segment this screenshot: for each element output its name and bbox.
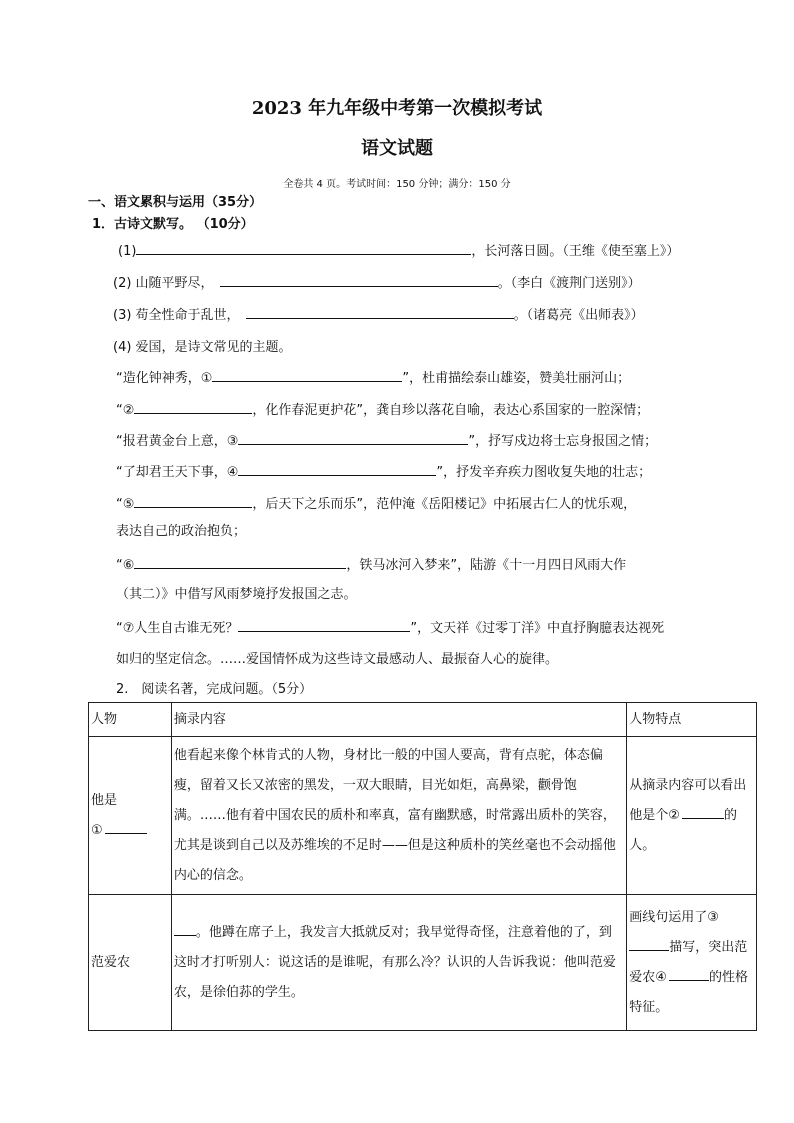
patriot-line-4: “了却君王天下事，④ ”，抒发辛弃疾力图收复失地的壮志； (116, 461, 651, 480)
table-row (89, 737, 757, 895)
answer-blank[interactable] (238, 430, 468, 445)
answer-blank[interactable] (134, 493, 252, 508)
answer-blank[interactable] (682, 804, 724, 819)
exam-info: 全卷共 4 页。考试时间：150 分钟；满分：150 分 (283, 179, 511, 190)
question-2-heading: 2. 阅读名著，完成问题。（5分） (116, 682, 313, 697)
header-cell: 人物特点 (627, 703, 757, 737)
feature-cell: 画线句运用了③描写，突出范爱农④ 的性格特征。 (627, 895, 757, 1031)
answer-blank[interactable] (669, 966, 709, 981)
question-1-heading: 1．古诗文默写。 （10分） (92, 217, 254, 232)
patriot-line-3: “报君黄金台上意，③ ”，抒写戍边将士忘身报国之情； (116, 430, 657, 449)
patriot-line-1: “造化钟神秀，① ”，杜甫描绘泰山雄姿，赞美壮丽河山； (116, 367, 630, 386)
person-cell: 范爱农 (89, 895, 172, 1031)
answer-blank[interactable] (246, 304, 514, 319)
exam-title: 2023 年九年级中考第一次模拟考试 (251, 98, 543, 119)
patriot-line-6b: （其二）》中借写风雨梦境抒发报国之志。 (116, 587, 357, 602)
reading-table (88, 702, 757, 1031)
person-label: 他是 (91, 792, 118, 808)
q1-item-2: (2) 山随平野尽， 。（李白《渡荆门送别》） (113, 272, 641, 291)
patriot-line-7: “⑦人生自古谁无死？ ”，文天祥《过零丁洋》中直抒胸臆表达视死 (116, 617, 664, 636)
section-heading: 一、语文累积与运用（35分） (88, 195, 263, 210)
patriot-line-2: “② ，化作春泥更护花”，龚自珍以落花自喻，表达心系国家的一腔深情； (116, 399, 649, 418)
patriot-line-6: “⑥ ，铁马冰河入梦来”，陆游《十一月四日风雨大作 (116, 554, 626, 573)
answer-blank[interactable] (134, 554, 346, 569)
excerpt-cell: 。他蹲在席子上，我发言大抵就反对；我早觉得奇怪，注意着他的了，到这时才打听别人：说这话的是谁呢，有那么冷？认识的人告诉我说：他叫范爱农，是徐伯荪的学生。 (171, 895, 626, 1031)
person-blank-line: ① (91, 816, 169, 846)
answer-blank[interactable] (105, 819, 147, 834)
person-cell (89, 737, 172, 895)
answer-blank[interactable] (238, 461, 436, 476)
answer-blank[interactable] (134, 399, 252, 414)
q1-item-1: (1) ，长河落日圆。（王维《使至塞上》） (118, 240, 679, 259)
answer-blank[interactable] (238, 617, 410, 632)
table-header-row (89, 703, 757, 737)
answer-blank[interactable] (136, 240, 471, 255)
feature-cell: 从摘录内容可以看出他是个② 的人。 (627, 737, 757, 895)
answer-blank[interactable] (220, 272, 498, 287)
answer-blank[interactable] (212, 367, 402, 382)
subject-title: 语文试题 (361, 138, 433, 159)
excerpt-cell: 他看起来像个林肯式的人物，身材比一般的中国人要高，背有点驼，体态偏瘦，留着又长又浓密的黑发，一双大眼睛，目光如炬，高鼻梁，颧骨饱满。……他有着中国农民的质朴和率真，富有幽默感，时常露出质朴的笑容，尤其是谈到自己以及苏维埃的不足时——但是这种质朴的笑丝毫也不会动摇他内心的信念。 (171, 737, 626, 895)
answer-blank[interactable] (629, 936, 669, 951)
q1-item-3: (3) 苟全性命于乱世， 。（诸葛亮《出师表》） (113, 304, 644, 323)
underlined-sentence (174, 921, 196, 936)
header-cell: 人物 (89, 703, 172, 737)
patriot-line-7b: 如归的坚定信念。……爱国情怀成为这些诗文最感动人、最振奋人心的旋律。 (116, 652, 559, 667)
table-row (89, 895, 757, 1031)
header-cell: 摘录内容 (171, 703, 626, 737)
patriot-line-5: “⑤ ，后天下之乐而乐”，范仲淹《岳阳楼记》中拓展古仁人的忧乐观， (116, 493, 636, 512)
q1-item-4-intro: (4) 爱国，是诗文常见的主题。 (113, 340, 292, 355)
patriot-line-5b: 表达自己的政治抱负； (116, 524, 247, 539)
